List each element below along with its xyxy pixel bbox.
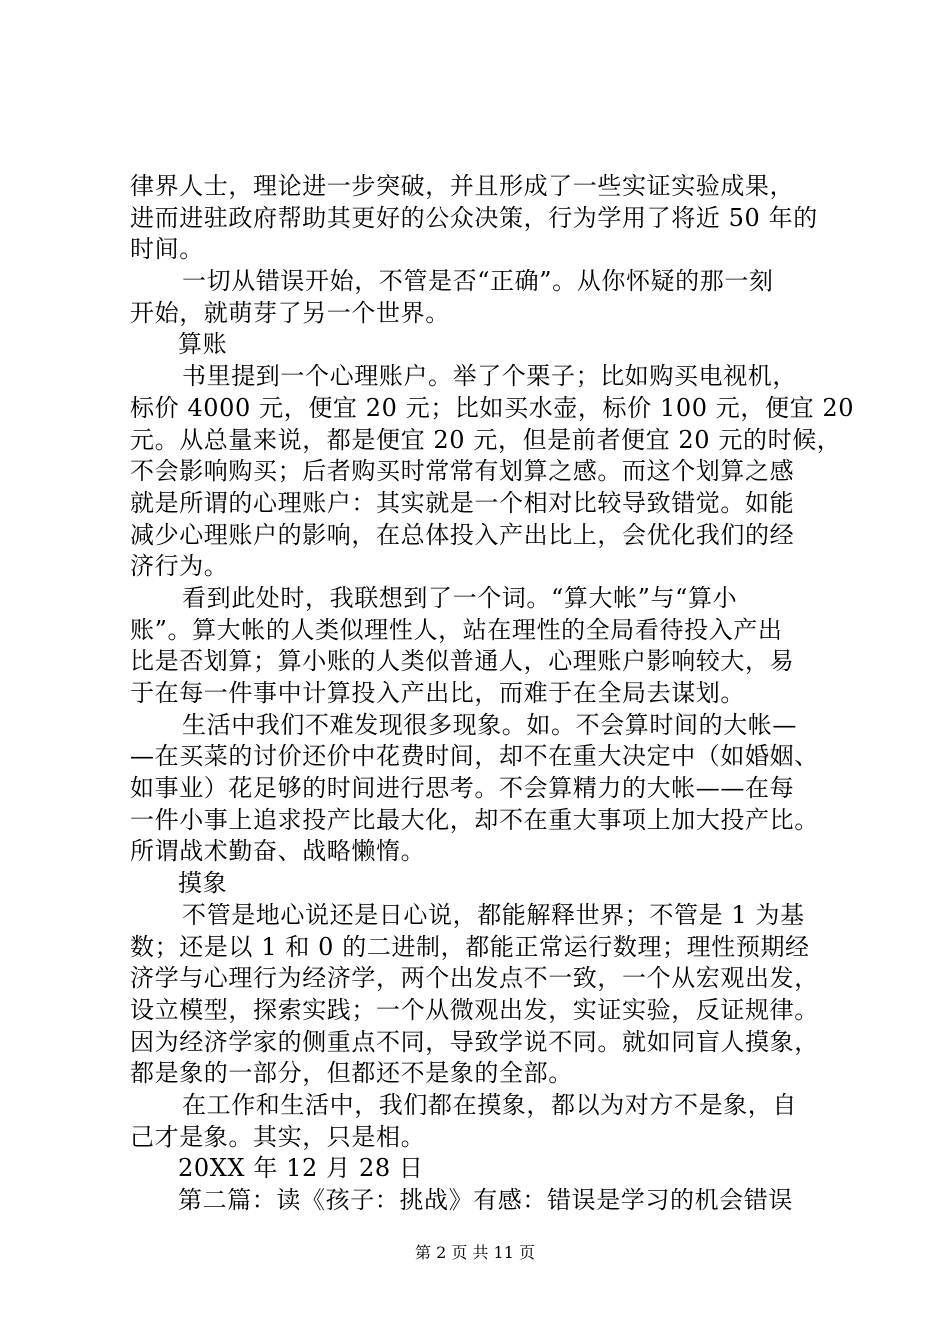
page-footer: [0, 1243, 950, 1263]
text-line: 如事业）花足够的时间进行思考。不会算精力的大帐——在每: [130, 774, 795, 803]
section-heading: 算账: [178, 330, 228, 359]
text-line: 标价 4000 元，便宜 20 元；比如买水壶，标价 100 元，便宜 20: [130, 393, 855, 422]
text-line: 比是否划算；算小账的人类似普通人，心理账户影响较大，易: [130, 647, 795, 676]
text-line: 数；还是以 1 和 0 的二进制，都能正常运行数理；理性预期经: [130, 932, 810, 961]
text-line: 所谓战术勤奋、战略懒惰。: [130, 837, 426, 866]
text-line: 生活中我们不难发现很多现象。如。不会算时间的大帐—: [182, 710, 797, 739]
text-line: 时间。: [130, 235, 204, 264]
text-line: 因为经济学家的侧重点不同，导致学说不同。就如同盲人摸象，: [130, 1027, 819, 1056]
text-line: 账”。算大帐的人类似理性人，站在理性的全局看待投入产出: [130, 615, 783, 644]
text-line: 减少心理账户的影响，在总体投入产出比上，会优化我们的经: [130, 520, 795, 549]
text-line: 看到此处时，我联想到了一个词。“算大帐”与“算小: [182, 583, 738, 612]
text-line: 在工作和生活中，我们都在摸象，都以为对方不是象，自: [182, 1090, 797, 1119]
text-line: 济学与心理行为经济学，两个出发点不一致，一个从宏观出发，: [130, 964, 819, 993]
text-line: 一切从错误开始，不管是否“正确”。从你怀疑的那一刻: [182, 267, 774, 296]
page-number: 第 2 页 共 11 页: [415, 1243, 535, 1262]
text-line: 都是象的一部分，但都还不是象的全部。: [130, 1059, 573, 1088]
text-line: 元。从总量来说，都是便宜 20 元，但是前者便宜 20 元的时候，: [130, 425, 842, 454]
text-line: 律界人士，理论进一步突破，并且形成了一些实证实验成果，: [130, 172, 795, 200]
text-line: 就是所谓的心理账户：其实就是一个相对比较导致错觉。如能: [130, 488, 795, 517]
text-line: 书里提到一个心理账户。举了个栗子；比如购买电视机，: [182, 362, 797, 391]
section-heading: 摸象: [178, 869, 228, 898]
text-line: 不会影响购买；后者购买时常常有划算之感。而这个划算之感: [130, 457, 795, 486]
text-line: 进而进驻政府帮助其更好的公众决策，行为学用了将近 50 年的: [130, 203, 818, 232]
text-line: 济行为。: [130, 552, 229, 581]
date-line: 20XX 年 12 月 28 日: [178, 1154, 424, 1183]
text-line: 不管是地心说还是日心说，都能解释世界；不管是 1 为基: [182, 900, 805, 929]
text-line: 一件小事上追求投产比最大化，却不在重大事项上加大投产比。: [130, 805, 819, 834]
text-line: 己才是象。其实，只是相。: [130, 1122, 426, 1151]
text-line: —在买菜的讨价还价中花费时间，却不在重大决定中（如婚姻、: [130, 742, 819, 771]
document-body: [130, 171, 855, 1217]
text-line: 开始，就萌芽了另一个世界。: [130, 298, 450, 327]
text-line: 第二篇：读《孩子：挑战》有感：错误是学习的机会错误: [178, 1186, 793, 1214]
text-line: 于在每一件事中计算投入产出比，而难于在全局去谋划。: [130, 679, 745, 707]
text-line: 设立模型，探索实践；一个从微观出发，实证实验，反证规律。: [130, 995, 819, 1024]
